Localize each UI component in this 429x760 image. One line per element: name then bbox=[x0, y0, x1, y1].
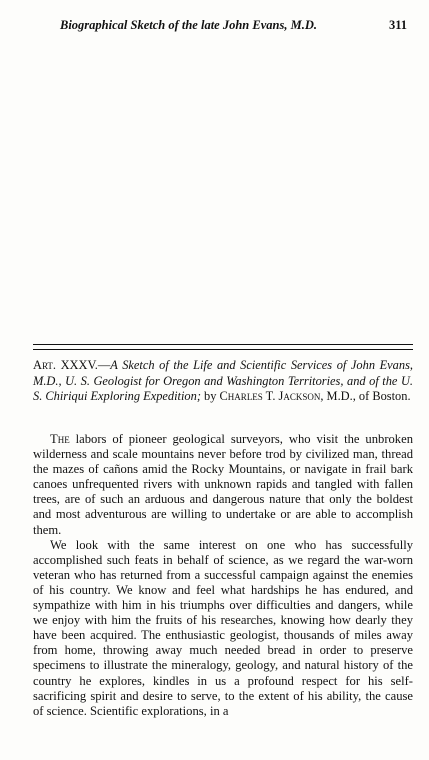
article-heading bbox=[33, 358, 413, 405]
paragraph-2: We look with the same interest on one who has successfully accomplished such feats in behalf of science, as we regard the war-worn veteran who has returned from a successful campaign against the enemies of his country. We know and feel what hardships he has endured, and sympathize with him in his triumphs over difficulties and dangers, while we enjoy with him the fruits of his researches, knowing how dearly they have been acquired. The enthusiastic geologist, thousands of miles away from home, throwing away much needed bread in order to preserve specimens to illustrate the mineralogy, geology, and natural history of the country he explores, kindles in us a profound respect for his self-sacrificing spirit and desire to serve, to the extent of his ability, the cause of science. Scientific explorations, in a bbox=[33, 537, 413, 718]
running-title: Biographical Sketch of the late John Evans, M.D. bbox=[60, 18, 317, 32]
running-head bbox=[60, 18, 407, 33]
article-author: Charles T. Jackson bbox=[219, 389, 321, 403]
byline-by: by bbox=[200, 389, 220, 403]
page-number: 311 bbox=[388, 18, 407, 32]
section-divider bbox=[33, 344, 413, 350]
paragraph-lead-word: The bbox=[50, 432, 70, 446]
article-title: A Sketch of the Life and Scientific Services of John Evans, M.D., U. S. Geologist for Oregon and Washington Territories, and of the U. S. Chiriqui Exploring Expedition; bbox=[33, 358, 413, 403]
title-separator: — bbox=[97, 358, 111, 372]
author-affiliation: , M.D., of Boston. bbox=[320, 389, 411, 403]
paragraph-1-text: labors of pioneer geological surveyors, who visit the unbroken wilderness and scale mountains never before trod by civilized man, thread the mazes of cañons amid the Rocky Mountains, or navigate in frail bark canoes unfrequented rivers with unknown rapids and tangled with fallen trees, are of such an arduous and dangerous nature that only the boldest and most adventurous are willing to undertake or are able to accomplish them. bbox=[33, 432, 413, 537]
paragraph-1 bbox=[33, 432, 413, 538]
article-number: Art. XXXV. bbox=[33, 358, 98, 372]
article-body bbox=[33, 432, 413, 719]
